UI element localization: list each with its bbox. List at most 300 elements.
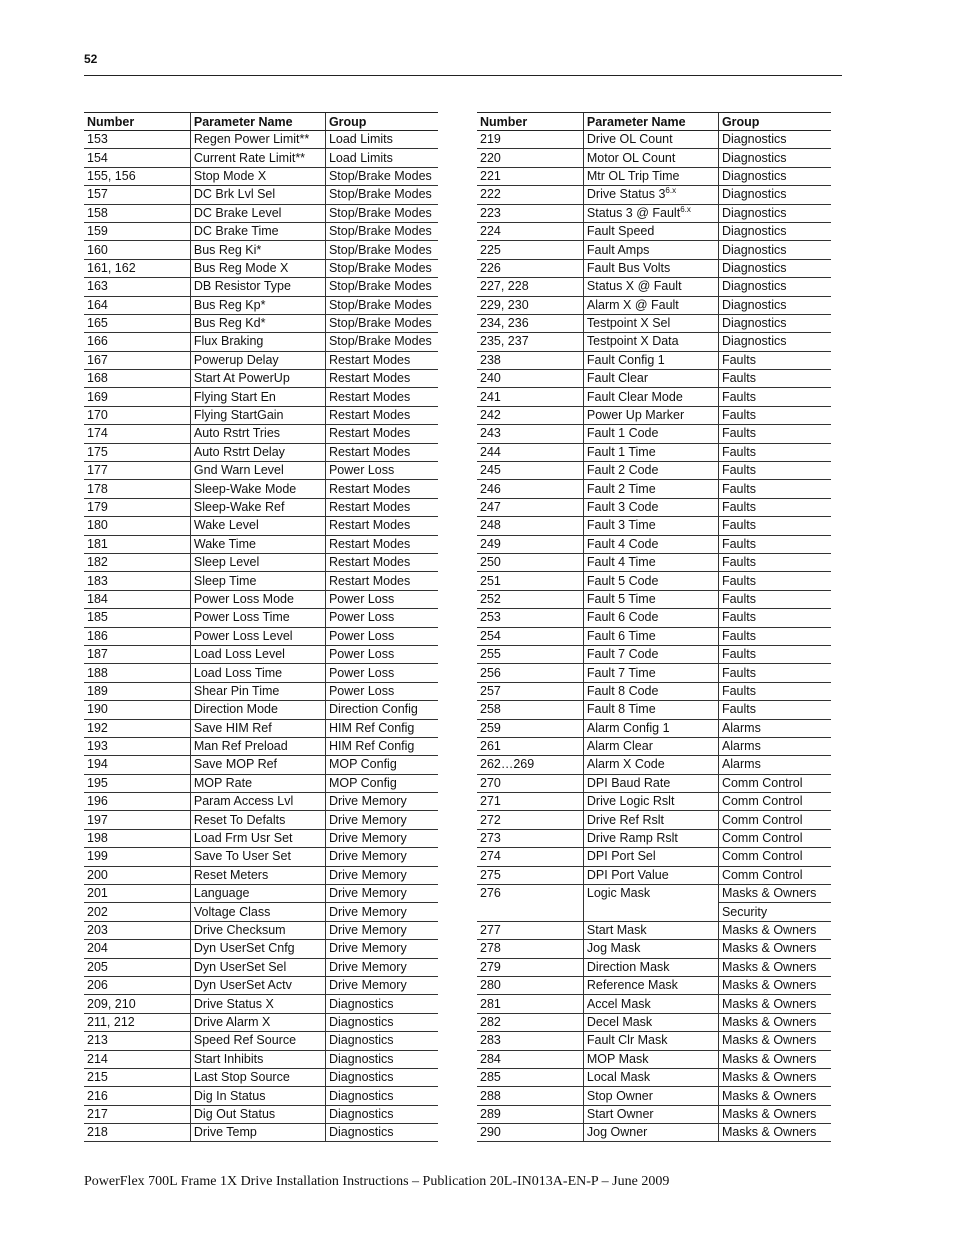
table-row — [84, 1068, 438, 1086]
parameter-name: Drive Temp — [190, 1124, 325, 1142]
parameter-group: Restart Modes — [325, 480, 438, 498]
table-row — [477, 462, 831, 480]
parameter-group: Direction Config — [325, 701, 438, 719]
parameter-group: Alarms — [718, 737, 831, 755]
parameter-number: 277 — [477, 921, 583, 939]
parameter-number: 234, 236 — [477, 314, 583, 332]
parameter-name: Last Stop Source — [190, 1068, 325, 1086]
parameter-number: 252 — [477, 590, 583, 608]
parameter-number: 219 — [477, 131, 583, 149]
parameter-number: 189 — [84, 682, 190, 700]
parameter-name: Fault Speed — [583, 222, 718, 240]
parameter-group: Masks & Owners — [718, 958, 831, 976]
table-row — [84, 811, 438, 829]
parameter-number: 246 — [477, 480, 583, 498]
parameter-number: 226 — [477, 259, 583, 277]
parameter-name: Jog Owner — [583, 1124, 718, 1142]
parameter-name: Drive Alarm X — [190, 1013, 325, 1031]
parameter-number: 157 — [84, 186, 190, 204]
parameter-number: 283 — [477, 1032, 583, 1050]
parameter-number: 284 — [477, 1050, 583, 1068]
parameter-group: Stop/Brake Modes — [325, 278, 438, 296]
parameter-name: DC Brake Time — [190, 222, 325, 240]
parameter-name: Current Rate Limit** — [190, 149, 325, 167]
parameter-group: Stop/Brake Modes — [325, 296, 438, 314]
parameter-group: Faults — [718, 627, 831, 645]
parameter-number: 182 — [84, 553, 190, 571]
parameter-name: Man Ref Preload — [190, 737, 325, 755]
parameter-group: Drive Memory — [325, 976, 438, 994]
parameter-number: 254 — [477, 627, 583, 645]
column-header-group: Group — [325, 113, 438, 131]
parameter-group: Restart Modes — [325, 425, 438, 443]
parameter-name-text: Status 3 @ Fault — [586, 205, 681, 220]
parameter-name: Logic Mask — [583, 885, 718, 903]
table-row — [84, 701, 438, 719]
parameter-group: Stop/Brake Modes — [325, 186, 438, 204]
parameter-name: Sleep Time — [190, 572, 325, 590]
parameter-name: Load Loss Level — [190, 645, 325, 663]
parameter-group: Faults — [718, 701, 831, 719]
parameter-group: MOP Config — [325, 774, 438, 792]
parameter-name: Dig Out Status — [190, 1105, 325, 1123]
parameter-group: Stop/Brake Modes — [325, 333, 438, 351]
table-row — [477, 370, 831, 388]
parameter-group: Load Limits — [325, 149, 438, 167]
parameter-group: Restart Modes — [325, 406, 438, 424]
parameter-group: Comm Control — [718, 866, 831, 884]
table-row — [477, 885, 831, 903]
parameter-name: Voltage Class — [190, 903, 325, 921]
parameter-name: MOP Mask — [583, 1050, 718, 1068]
parameter-group: Diagnostics — [718, 259, 831, 277]
parameter-group: Diagnostics — [718, 222, 831, 240]
parameter-group: Drive Memory — [325, 958, 438, 976]
parameter-number: 248 — [477, 517, 583, 535]
parameter-name: Param Access Lvl — [190, 793, 325, 811]
parameter-name: Motor OL Count — [583, 149, 718, 167]
parameter-group: MOP Config — [325, 756, 438, 774]
table-row — [477, 737, 831, 755]
parameter-name: Drive Checksum — [190, 921, 325, 939]
table-row — [84, 425, 438, 443]
parameter-name: Fault 1 Time — [583, 443, 718, 461]
parameter-group: Restart Modes — [325, 572, 438, 590]
parameter-name: Start Inhibits — [190, 1050, 325, 1068]
parameter-number: 225 — [477, 241, 583, 259]
parameter-number: 245 — [477, 462, 583, 480]
parameter-group: Faults — [718, 645, 831, 663]
parameter-number: 274 — [477, 848, 583, 866]
table-row — [477, 535, 831, 553]
table-row — [84, 1087, 438, 1105]
parameter-group: Comm Control — [718, 811, 831, 829]
table-row — [84, 976, 438, 994]
parameter-number: 193 — [84, 737, 190, 755]
parameter-number: 215 — [84, 1068, 190, 1086]
parameter-group: Drive Memory — [325, 848, 438, 866]
parameter-table-left — [84, 112, 438, 1142]
parameter-number: 205 — [84, 958, 190, 976]
parameter-number: 278 — [477, 940, 583, 958]
parameter-name: Flux Braking — [190, 333, 325, 351]
parameter-name: Reset Meters — [190, 866, 325, 884]
parameter-name: Decel Mask — [583, 1013, 718, 1031]
parameter-number-empty — [477, 903, 583, 921]
parameter-number: 235, 237 — [477, 333, 583, 351]
table-row — [477, 1087, 831, 1105]
parameter-name — [583, 186, 718, 204]
parameter-group: Stop/Brake Modes — [325, 241, 438, 259]
parameter-number: 214 — [84, 1050, 190, 1068]
parameter-number: 272 — [477, 811, 583, 829]
table-row — [477, 1105, 831, 1123]
table-row — [84, 645, 438, 663]
parameter-group: Drive Memory — [325, 793, 438, 811]
parameter-name: Load Loss Time — [190, 664, 325, 682]
parameter-name: Direction Mode — [190, 701, 325, 719]
table-row — [84, 572, 438, 590]
parameter-number: 262…269 — [477, 756, 583, 774]
table-row — [477, 553, 831, 571]
table-row — [84, 167, 438, 185]
parameter-number: 249 — [477, 535, 583, 553]
parameter-group: Power Loss — [325, 664, 438, 682]
parameter-group: Faults — [718, 480, 831, 498]
parameter-name: Alarm X @ Fault — [583, 296, 718, 314]
parameter-group: Restart Modes — [325, 553, 438, 571]
parameter-group: Diagnostics — [325, 995, 438, 1013]
parameter-name: Wake Time — [190, 535, 325, 553]
parameter-group: Faults — [718, 572, 831, 590]
parameter-name: Fault 4 Time — [583, 553, 718, 571]
parameter-number: 218 — [84, 1124, 190, 1142]
parameter-group: Power Loss — [325, 462, 438, 480]
parameter-name: Fault 7 Code — [583, 645, 718, 663]
table-row — [84, 370, 438, 388]
parameter-name: Dig In Status — [190, 1087, 325, 1105]
table-row — [84, 204, 438, 222]
parameter-name: Dyn UserSet Sel — [190, 958, 325, 976]
parameter-name: Power Up Marker — [583, 406, 718, 424]
parameter-group: Faults — [718, 535, 831, 553]
parameter-name: Sleep-Wake Ref — [190, 498, 325, 516]
parameter-number: 259 — [477, 719, 583, 737]
table-row — [477, 1032, 831, 1050]
parameter-name: Fault Clear — [583, 370, 718, 388]
parameter-group: Diagnostics — [718, 204, 831, 222]
header-rule — [84, 75, 842, 76]
parameter-name: Alarm Config 1 — [583, 719, 718, 737]
table-row — [84, 222, 438, 240]
table-row — [477, 296, 831, 314]
parameter-number: 280 — [477, 976, 583, 994]
table-row — [477, 278, 831, 296]
parameter-name: Fault 8 Time — [583, 701, 718, 719]
table-row — [84, 388, 438, 406]
parameter-group: Faults — [718, 388, 831, 406]
parameter-number: 166 — [84, 333, 190, 351]
parameter-number: 186 — [84, 627, 190, 645]
table-row — [84, 406, 438, 424]
parameter-group: Load Limits — [325, 131, 438, 149]
parameter-group: Masks & Owners — [718, 885, 831, 903]
parameter-name: Save MOP Ref — [190, 756, 325, 774]
parameter-name: Fault 5 Code — [583, 572, 718, 590]
parameter-number: 243 — [477, 425, 583, 443]
parameter-name: Status X @ Fault — [583, 278, 718, 296]
table-row — [477, 701, 831, 719]
parameter-group: Drive Memory — [325, 811, 438, 829]
parameter-group: Diagnostics — [718, 314, 831, 332]
parameter-number: 164 — [84, 296, 190, 314]
parameter-number: 199 — [84, 848, 190, 866]
parameter-table-right — [477, 112, 831, 1142]
parameter-name: Bus Reg Mode X — [190, 259, 325, 277]
parameter-group: Masks & Owners — [718, 1124, 831, 1142]
table-row — [84, 921, 438, 939]
parameter-group: Masks & Owners — [718, 976, 831, 994]
parameter-number: 161, 162 — [84, 259, 190, 277]
parameter-number: 169 — [84, 388, 190, 406]
parameter-name: Fault Amps — [583, 241, 718, 259]
table-row — [477, 627, 831, 645]
table-row — [84, 517, 438, 535]
parameter-name: Fault Clear Mode — [583, 388, 718, 406]
parameter-group: Drive Memory — [325, 903, 438, 921]
parameter-number: 178 — [84, 480, 190, 498]
table-row — [84, 351, 438, 369]
parameter-number: 153 — [84, 131, 190, 149]
table-header-row — [477, 113, 831, 131]
parameter-number: 170 — [84, 406, 190, 424]
parameter-group: Faults — [718, 462, 831, 480]
parameter-number: 179 — [84, 498, 190, 516]
parameter-name: DB Resistor Type — [190, 278, 325, 296]
parameter-name: Fault 4 Code — [583, 535, 718, 553]
parameter-number: 222 — [477, 186, 583, 204]
parameter-number: 270 — [477, 774, 583, 792]
parameter-number: 163 — [84, 278, 190, 296]
table-row — [477, 848, 831, 866]
parameter-number: 223 — [477, 204, 583, 222]
parameter-number: 238 — [477, 351, 583, 369]
parameter-name: Sleep Level — [190, 553, 325, 571]
column-header-parameter-name: Parameter Name — [190, 113, 325, 131]
parameter-number: 174 — [84, 425, 190, 443]
parameter-group: Power Loss — [325, 645, 438, 663]
parameter-group: Faults — [718, 443, 831, 461]
parameter-group: Diagnostics — [718, 278, 831, 296]
parameter-name: Alarm Clear — [583, 737, 718, 755]
parameter-number: 204 — [84, 940, 190, 958]
parameter-group: Masks & Owners — [718, 1050, 831, 1068]
table-row — [477, 976, 831, 994]
parameter-group: Restart Modes — [325, 535, 438, 553]
parameter-name: Local Mask — [583, 1068, 718, 1086]
parameter-name: Testpoint X Data — [583, 333, 718, 351]
parameter-number: 195 — [84, 774, 190, 792]
table-row — [477, 351, 831, 369]
table-row — [477, 793, 831, 811]
table-row — [84, 903, 438, 921]
parameter-number: 244 — [477, 443, 583, 461]
table-row — [84, 958, 438, 976]
table-row — [84, 829, 438, 847]
table-row — [84, 131, 438, 149]
parameter-name: Shear Pin Time — [190, 682, 325, 700]
parameter-number: 196 — [84, 793, 190, 811]
table-row — [84, 149, 438, 167]
table-row — [84, 498, 438, 516]
table-row — [477, 259, 831, 277]
parameter-number: 175 — [84, 443, 190, 461]
table-row — [477, 498, 831, 516]
parameter-number: 271 — [477, 793, 583, 811]
parameter-group: Faults — [718, 351, 831, 369]
table-row — [84, 774, 438, 792]
parameter-number: 160 — [84, 241, 190, 259]
table-row — [84, 296, 438, 314]
table-row — [477, 131, 831, 149]
parameter-number: 289 — [477, 1105, 583, 1123]
parameter-name: Fault 6 Code — [583, 609, 718, 627]
parameter-name: Accel Mask — [583, 995, 718, 1013]
table-row-continuation — [477, 903, 831, 921]
table-row — [84, 1050, 438, 1068]
parameter-number: 251 — [477, 572, 583, 590]
table-row — [84, 793, 438, 811]
parameter-group: Restart Modes — [325, 517, 438, 535]
parameter-name: Save To User Set — [190, 848, 325, 866]
parameter-number: 188 — [84, 664, 190, 682]
table-row — [84, 241, 438, 259]
table-row — [84, 278, 438, 296]
parameter-name: Fault Bus Volts — [583, 259, 718, 277]
parameter-name: Bus Reg Kd* — [190, 314, 325, 332]
table-row — [84, 1124, 438, 1142]
table-row — [477, 1124, 831, 1142]
parameter-group: Faults — [718, 425, 831, 443]
parameter-name: Fault Config 1 — [583, 351, 718, 369]
parameter-group: Faults — [718, 370, 831, 388]
parameter-number: 181 — [84, 535, 190, 553]
parameter-number: 258 — [477, 701, 583, 719]
table-row — [477, 517, 831, 535]
table-row — [84, 1032, 438, 1050]
parameter-group: Drive Memory — [325, 885, 438, 903]
parameter-number: 185 — [84, 609, 190, 627]
table-row — [477, 1068, 831, 1086]
parameter-group: Stop/Brake Modes — [325, 204, 438, 222]
parameter-name: Mtr OL Trip Time — [583, 167, 718, 185]
page-number: 52 — [84, 52, 98, 66]
parameter-group: Faults — [718, 609, 831, 627]
parameter-name: DPI Baud Rate — [583, 774, 718, 792]
parameter-name: Save HIM Ref — [190, 719, 325, 737]
parameter-group: Masks & Owners — [718, 921, 831, 939]
parameter-name: Fault 6 Time — [583, 627, 718, 645]
parameter-name: Fault 3 Time — [583, 517, 718, 535]
table-row — [477, 388, 831, 406]
parameter-name: Drive Ramp Rslt — [583, 829, 718, 847]
parameter-name: Stop Owner — [583, 1087, 718, 1105]
parameter-group: Masks & Owners — [718, 1013, 831, 1031]
parameter-group: Comm Control — [718, 774, 831, 792]
parameter-name: Flying StartGain — [190, 406, 325, 424]
parameter-group: Drive Memory — [325, 829, 438, 847]
parameter-number: 275 — [477, 866, 583, 884]
parameter-number: 203 — [84, 921, 190, 939]
parameter-number: 217 — [84, 1105, 190, 1123]
parameter-group: Comm Control — [718, 793, 831, 811]
parameter-number: 227, 228 — [477, 278, 583, 296]
table-row — [84, 462, 438, 480]
parameter-group: Masks & Owners — [718, 1032, 831, 1050]
table-row — [84, 609, 438, 627]
parameter-name: Alarm X Code — [583, 756, 718, 774]
parameter-name: Fault 7 Time — [583, 664, 718, 682]
table-row — [84, 480, 438, 498]
parameter-number: 229, 230 — [477, 296, 583, 314]
parameter-name: Start Owner — [583, 1105, 718, 1123]
column-header-group: Group — [718, 113, 831, 131]
table-row — [477, 682, 831, 700]
parameter-name: Auto Rstrt Delay — [190, 443, 325, 461]
parameter-name-text: Drive Status 3 — [586, 187, 666, 202]
parameter-name: Power Loss Level — [190, 627, 325, 645]
parameter-name: Wake Level — [190, 517, 325, 535]
parameter-number: 256 — [477, 664, 583, 682]
parameter-number: 257 — [477, 682, 583, 700]
parameter-group: Diagnostics — [718, 167, 831, 185]
parameter-name: DPI Port Value — [583, 866, 718, 884]
parameter-number: 154 — [84, 149, 190, 167]
parameter-group: Masks & Owners — [718, 1105, 831, 1123]
parameter-group: Comm Control — [718, 848, 831, 866]
parameter-name: Reset To Defalts — [190, 811, 325, 829]
parameter-group: Restart Modes — [325, 443, 438, 461]
parameter-group: Faults — [718, 517, 831, 535]
table-row — [84, 995, 438, 1013]
parameter-group: Drive Memory — [325, 921, 438, 939]
parameter-name: Start Mask — [583, 921, 718, 939]
parameter-group: Power Loss — [325, 590, 438, 608]
parameter-number: 290 — [477, 1124, 583, 1142]
parameter-name: Bus Reg Kp* — [190, 296, 325, 314]
parameter-number: 285 — [477, 1068, 583, 1086]
parameter-name — [583, 204, 718, 222]
parameter-group: Faults — [718, 682, 831, 700]
parameter-name: Sleep-Wake Mode — [190, 480, 325, 498]
parameter-number: 167 — [84, 351, 190, 369]
parameter-number: 198 — [84, 829, 190, 847]
parameter-number: 202 — [84, 903, 190, 921]
parameter-group: Masks & Owners — [718, 1068, 831, 1086]
table-row — [84, 848, 438, 866]
parameter-number: 281 — [477, 995, 583, 1013]
parameter-name: Language — [190, 885, 325, 903]
table-row — [84, 553, 438, 571]
parameter-number: 250 — [477, 553, 583, 571]
parameter-number: 192 — [84, 719, 190, 737]
parameter-group: Diagnostics — [718, 333, 831, 351]
parameter-number: 255 — [477, 645, 583, 663]
table-row — [84, 682, 438, 700]
footer-publication: PowerFlex 700L Frame 1X Drive Installation Instructions – Publication 20L-IN013A-EN-P – June 2009 — [84, 1174, 670, 1189]
version-superscript: 6.x — [680, 204, 691, 214]
parameter-group: Power Loss — [325, 609, 438, 627]
